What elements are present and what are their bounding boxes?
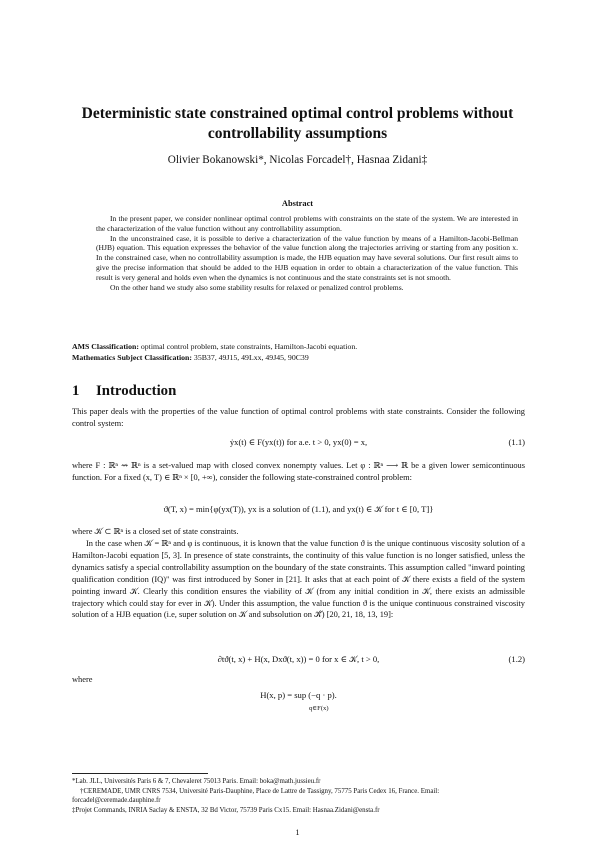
intro-paragraph-1: This paper deals with the properties of the value function of optimal control problems with state constraints. Consider the following control system:: [72, 407, 525, 428]
ams-value: optimal control problem, state constraints, Hamilton-Jacobi equation.: [140, 342, 358, 351]
abstract-heading: Abstract: [281, 199, 314, 208]
where-text: where: [72, 675, 93, 684]
intro-paragraph-3: where 𝒦 ⊂ ℝⁿ is a closed set of state constraints.: [72, 527, 239, 536]
equation-1-1-number: (1.1): [508, 437, 525, 447]
ams-label: AMS Classification:: [72, 342, 139, 351]
page-number: 1: [295, 828, 300, 837]
hamiltonian-equation: [72, 690, 525, 700]
footnote-1: *Lab. JLL, Universités Paris 6 & 7, Chevaleret 75013 Paris. Email: boka@math.jussieu.fr: [72, 778, 321, 785]
abstract-paragraph-1: In the present paper, we consider nonlinear optimal control problems with constraints on the state of the system. We are interested in the characterization of the value function without any controllability assumption.: [96, 214, 518, 233]
footnote-3: ‡Projet Commands, INRIA Saclay & ENSTA, 32 Bd Victor, 75739 Paris Cx15. Email: Hasnaa.Zidani@ensta.fr: [72, 807, 380, 814]
title-line-2: controllability assumptions: [207, 125, 388, 142]
footnote-2: †CEREMADE, UMR CNRS 7534, Université Paris-Dauphine, Place de Lattre de Tassigny, 75775 Paris Cedex 16, France. Email: forcadel@ceremade.dauphine.fr: [72, 788, 440, 804]
equation-1-2-number: (1.2): [508, 654, 525, 664]
equation-1-1: [72, 437, 525, 448]
equation-1-2-text: ∂tϑ(t, x) + H(x, Dxϑ(t, x)) = 0 for x ∈ 𝒦, t > 0,: [217, 654, 380, 664]
section-title: Introduction: [96, 383, 177, 399]
paper-title: [60, 104, 535, 144]
author-list: Olivier Bokanowski*, Nicolas Forcadel†, Hasnaa Zidani‡: [167, 154, 428, 166]
abstract-paragraph-2: In the unconstrained case, it is possible to derive a characterization of the value function by means of a Hamilton-Jacobi-Bellman (HJB) equation. This equation expresses the behavior of the value function along the trajectories arriving or starting from any position x. In the constrained case, when no controllability assumption is made, the HJB equation may have several solutions. Our first result aims to give the precise information that should be added to the HJB equation in order to obtain a characterization of the value function. This result is very general and holds even when the dynamics is not continuous and the state constraints set is not smooth.: [96, 233, 518, 282]
hamiltonian-text: H(x, p) = sup (−q · p).: [260, 690, 337, 700]
ams-classification: [72, 342, 527, 351]
section-number: 1: [72, 383, 80, 399]
msc-value: 35B37, 49J15, 49Lxx, 49J45, 90C39: [193, 353, 309, 362]
title-line-1: Deterministic state constrained optimal control problems without: [81, 105, 514, 122]
intro-paragraph-2: where F : ℝⁿ ⇝ ℝⁿ is a set-valued map with closed convex nonempty values. Let φ : ℝⁿ ⟶ ℝ be a given lower semicontinuous function. For a fixed (x, T) ∈ ℝⁿ × [0, +∞), consider the following state-constrained control problem:: [72, 461, 525, 482]
msc-classification: [72, 353, 527, 362]
section-heading: [72, 383, 176, 400]
abstract-body: [96, 214, 518, 292]
equation-value-function: ϑ(T, x) = min{φ(yx(T)), yx is a solution of (1.1), and yx(t) ∈ 𝒦 for t ∈ [0, T]}: [163, 504, 434, 514]
msc-label: Mathematics Subject Classification:: [72, 353, 192, 362]
intro-paragraph-4: In the case when 𝒦 = ℝⁿ and φ is continuous, it is known that the value function ϑ is the unique continuous viscosity solution of a Hamilton-Jacobi equation [5, 3]. In presence of state constraints, the continuity of this value function is no longer satisfied, unless the dynamics satisfy a special controllability assumption on the boundary of the state constraints. This assumption called "inward pointing qualification condition (IQ)" was first introduced by Soner in [21]. It asks that at each point of 𝒦 there exists a field of the system pointing inward 𝒦. Clearly this condition ensures the viability of 𝒦 (from any initial condition in 𝒦, there exists an admissible trajectory which could stay for ever in 𝒦). Under this assumption, the value function ϑ is the unique continuous constrained viscosity solution of a HJB equation (i.e, super solution on 𝒦 and subsolution on 𝒦̊) [20, 21, 18, 13, 19]:: [72, 539, 525, 620]
equation-1-2: [72, 654, 525, 665]
abstract-paragraph-3: On the other hand we study also some stability results for relaxed or penalized control problems.: [110, 282, 404, 292]
footnote-rule: [72, 773, 208, 774]
equation-1-1-text: ẏx(t) ∈ F(yx(t)) for a.e. t > 0, yx(0) = x,: [229, 437, 368, 447]
hamiltonian-subscript: q∈F(x): [309, 705, 329, 712]
